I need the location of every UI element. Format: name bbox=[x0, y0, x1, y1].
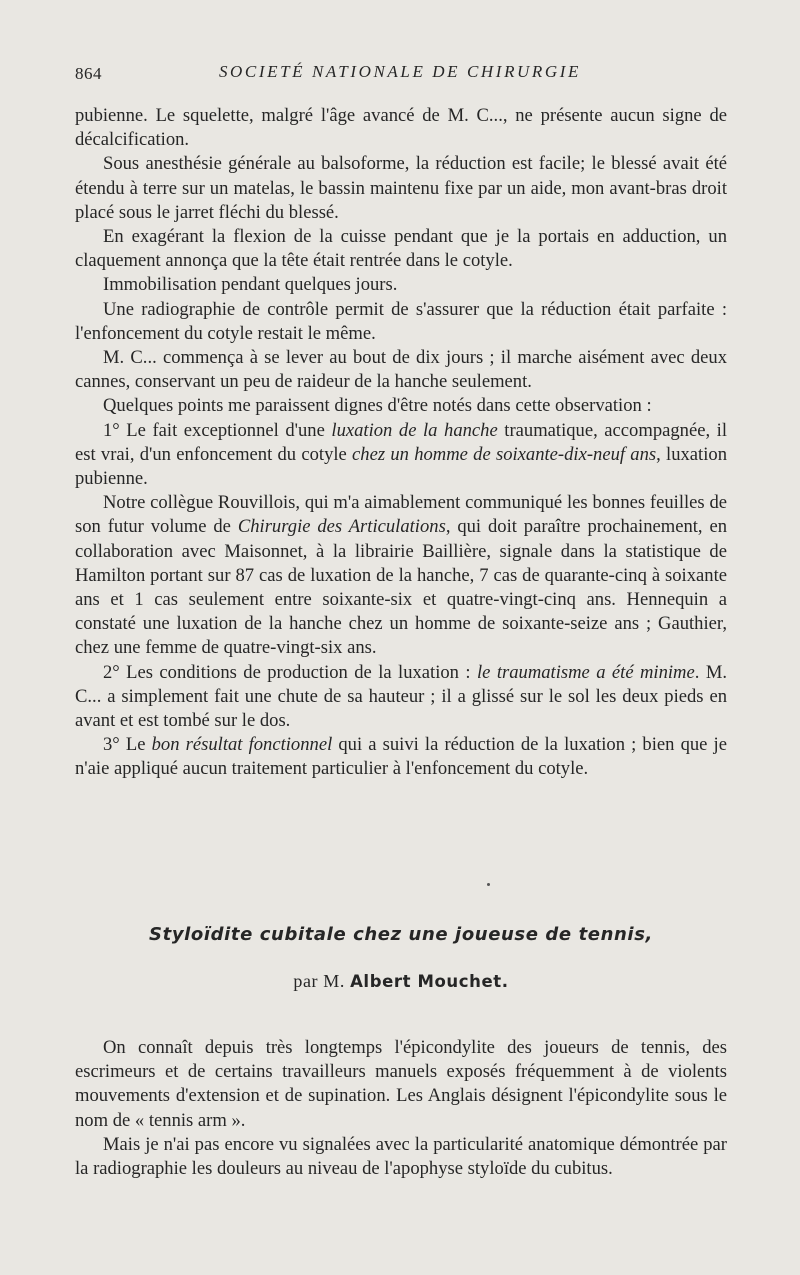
text-run: 3° Le bbox=[103, 734, 152, 756]
text-run: Notre collègue Rouvillois, qui m'a aimablement communiqué les bonnes feuilles de son futur volume de bbox=[75, 492, 727, 538]
text-run: 2° Les conditions de production de la luxation : bbox=[103, 661, 477, 683]
byline-prefix: par M. bbox=[293, 971, 351, 991]
paragraph: On connaît depuis très longtemps l'épicondylite des joueurs de tennis, des escrimeurs et de certains travailleurs manuels exposés fréquemment à de violents mouvements d'extension et de supination. Les Anglais désignent l'épicondylite sous le nom de « tennis arm ». bbox=[75, 1037, 727, 1131]
article-title: Styloïdite cubitale chez une joueuse de tennis, bbox=[149, 924, 653, 945]
text-run: 1° Le fait exceptionnel d'une bbox=[103, 419, 332, 441]
text-run: , qui doit paraître prochainement, en collaboration avec Maisonnet, à la librairie Baillière, signale dans la statistique de Hamilton portant sur 87 cas de luxation de la hanche, 7 cas de quarante-cinq à soixante ans et 1 cas seulement entre soixante-six et quatre-vingt-cinq ans. Hennequin a constaté une luxation de la hanche chez un homme de soixante-seize ans ; Gauthier, chez une femme de quatre-vingt-six ans. bbox=[75, 516, 728, 659]
paragraph: En exagérant la flexion de la cuisse pendant que je la portais en adduction, un claquement annonça que la tête était rentrée dans le cotyle. bbox=[75, 226, 727, 272]
text-run: traumatique, accompagnée, il est vrai, d'un enfoncement du cotyle bbox=[75, 419, 728, 465]
text-run: , luxation pubienne. bbox=[75, 443, 727, 490]
separator-dot bbox=[487, 883, 490, 886]
previous-article-text bbox=[75, 104, 727, 782]
paragraph: Immobilisation pendant quelques jours. bbox=[103, 274, 398, 296]
paragraph bbox=[75, 661, 727, 734]
text-run: qui a suivi la réduction de la luxation ; bien que je n'aie appliqué aucun traitement particulier à l'enfoncement du cotyle. bbox=[75, 734, 727, 780]
paragraph bbox=[75, 491, 727, 660]
page-header bbox=[75, 62, 725, 88]
italic-run: Chirurgie des Articulations bbox=[237, 516, 446, 538]
paragraph bbox=[75, 733, 727, 781]
italic-run: le traumatisme a été minime bbox=[476, 661, 695, 683]
italic-run: luxation de la hanche bbox=[331, 419, 498, 441]
italic-run: chez un homme de soixante-dix-neuf ans bbox=[352, 443, 657, 465]
paragraph bbox=[75, 419, 727, 492]
paragraph: M. C... commença à se lever au bout de dix jours ; il marche aisément avec deux cannes, conservant un peu de raideur de la hanche seulement. bbox=[75, 347, 727, 393]
paragraph: Quelques points me paraissent dignes d'être notés dans cette observation : bbox=[103, 395, 652, 417]
byline bbox=[75, 971, 727, 992]
paragraph: pubienne. Le squelette, malgré l'âge avancé de M. C..., ne présente aucun signe de décalcification. bbox=[75, 105, 727, 151]
paragraph: Mais je n'ai pas encore vu signalées avec la particularité anatomique démontrée par la radiographie les douleurs au niveau de l'apophyse styloïde du cubitus. bbox=[75, 1133, 727, 1180]
paragraph: Une radiographie de contrôle permit de s'assurer que la réduction était parfaite : l'enfoncement du cotyle restait le même. bbox=[75, 298, 727, 344]
page-number: 864 bbox=[75, 64, 102, 83]
author-name: Albert Mouchet. bbox=[350, 972, 509, 991]
running-head: SOCIETÉ NATIONALE DE CHIRURGIE bbox=[218, 62, 582, 81]
italic-run: bon résultat fonctionnel bbox=[151, 734, 333, 756]
article-body bbox=[75, 1036, 727, 1181]
text-run: . M. C... a simplement fait une chute de sa hauteur ; il a glissé sur le sol les deux pieds en avant et est tombé sur le dos. bbox=[75, 661, 727, 732]
paragraph: Sous anesthésie générale au balsoforme, la réduction est facile; le blessé avait été étendu à terre sur un matelas, le bassin maintenu fixe par un aide, mon avant-bras droit placé sous le jarret fléchi du blessé. bbox=[75, 153, 727, 223]
